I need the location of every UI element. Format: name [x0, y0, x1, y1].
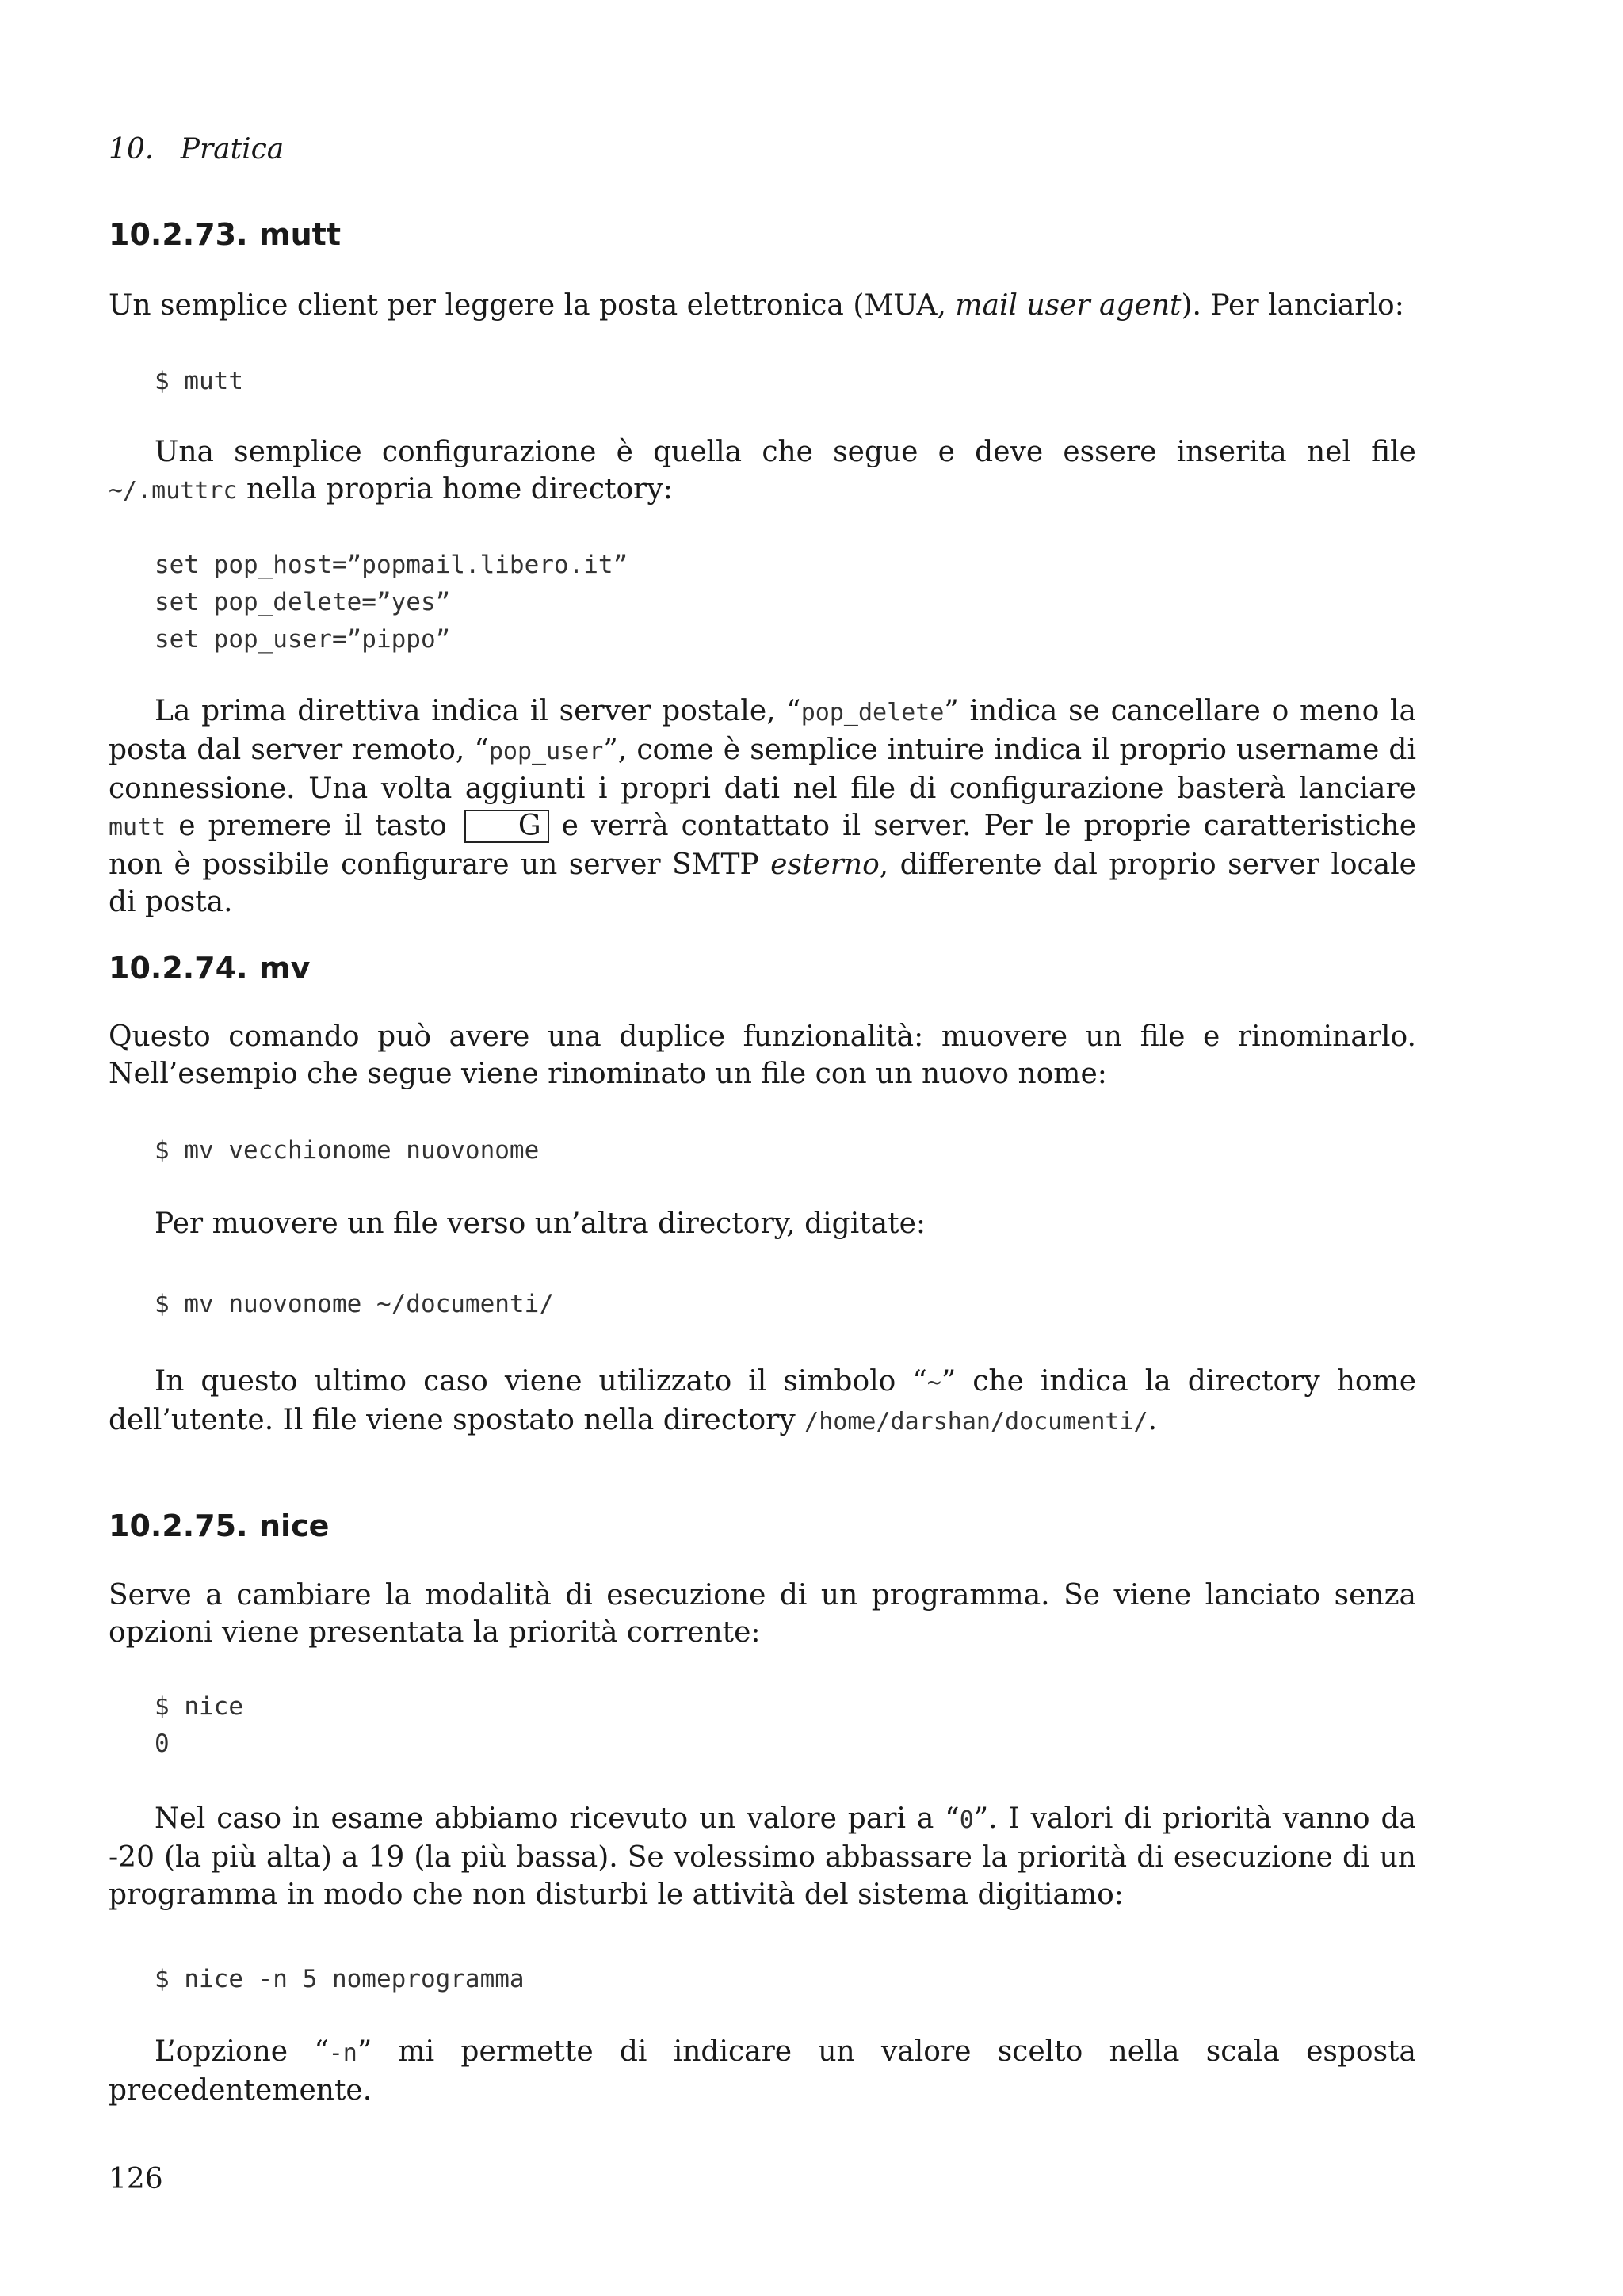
chapter-title: Pratica	[180, 133, 285, 166]
section-number: 10.2.73.	[109, 217, 248, 252]
mutt-config-paragraph: Una semplice configurazione è quella che segue e deve essere inserita nel file ~/.muttrc nella propria home directory:	[109, 436, 1416, 505]
mv-rename-command: $ mv vecchionome nuovonome	[155, 1136, 540, 1165]
keyboard-key-g: G	[464, 810, 549, 843]
section-title: mv	[259, 951, 311, 986]
inline-code: pop_user	[488, 738, 604, 765]
chapter-number: 10.	[109, 133, 155, 166]
section-number: 10.2.74.	[109, 951, 248, 986]
inline-code: ~/.muttrc	[109, 477, 238, 505]
section-number: 10.2.75.	[109, 1508, 248, 1543]
inline-code: pop_delete	[800, 699, 945, 727]
inline-code: /home/darshan/documenti/	[804, 1408, 1148, 1436]
nice-n-command: $ nice -n 5 nomeprogramma	[155, 1965, 525, 1993]
mv-move-command: $ mv nuovonome ~/documenti/	[155, 1290, 554, 1318]
running-header	[109, 133, 284, 166]
section-title: nice	[259, 1508, 330, 1543]
mv-move-paragraph: Per muovere un file verso un’altra directory, digitate:	[155, 1207, 926, 1240]
section-heading-mv	[109, 951, 310, 986]
nice-command-block: $ nice 0	[155, 1692, 243, 1758]
inline-code: 0	[959, 1806, 974, 1834]
inline-code: mutt	[109, 814, 166, 841]
inline-code: -n	[328, 2039, 357, 2067]
mv-explanation-paragraph: In questo ultimo caso viene utilizzato il simbolo “~” che indica la directory home dell’utente. Il file viene spostato nella directory /home/darshan/documenti/.	[109, 1365, 1416, 1436]
inline-code: ~	[926, 1369, 941, 1397]
mutt-command-block: $ mutt	[155, 367, 243, 395]
nice-priority-paragraph: Nel caso in esame abbiamo ricevuto un valore pari a “0”. I valori di priorità vanno da -20 (la più alta) a 19 (la più bassa). Se volessimo abbassare la priorità di esecuzione di un programma in modo che non disturbi le attività del sistema digitiamo:	[109, 1802, 1416, 1911]
section-heading-nice	[109, 1508, 329, 1543]
section-title: mutt	[259, 217, 341, 252]
page-number: 126	[109, 2163, 163, 2195]
mutt-intro-paragraph: Un semplice client per leggere la posta elettronica (MUA, mail user agent). Per lanciarlo:	[109, 289, 1404, 322]
mutt-explanation-paragraph: La prima direttiva indica il server postale, “pop_delete” indica se cancellare o meno la posta dal server remoto, “pop_user”, come è semplice intuire indica il proprio username di connessione. Una volta aggiunti i propri dati nel file di configurazione basterà lanciare mutt e premere il tasto G e verrà contattato il server. Per le proprie caratteristiche non è possibile configurare un server SMTP esterno, differente dal proprio server locale di posta.	[109, 695, 1417, 918]
mv-intro-paragraph: Questo comando può avere una duplice funzionalità: muovere un file e rinominarlo. Nell’esempio che segue viene rinominato un file con un nuovo nome:	[109, 1020, 1416, 1090]
nice-option-paragraph: L’opzione “-n” mi permette di indicare un valore scelto nella scala esposta precedentemente.	[109, 2035, 1416, 2107]
section-heading-mutt	[109, 217, 341, 252]
muttrc-config-block: set pop_host=”popmail.libero.it” set pop_delete=”yes” set pop_user=”pippo”	[155, 551, 628, 654]
nice-intro-paragraph: Serve a cambiare la modalità di esecuzione di un programma. Se viene lanciato senza opzioni viene presentata la priorità corrente:	[109, 1579, 1416, 1649]
